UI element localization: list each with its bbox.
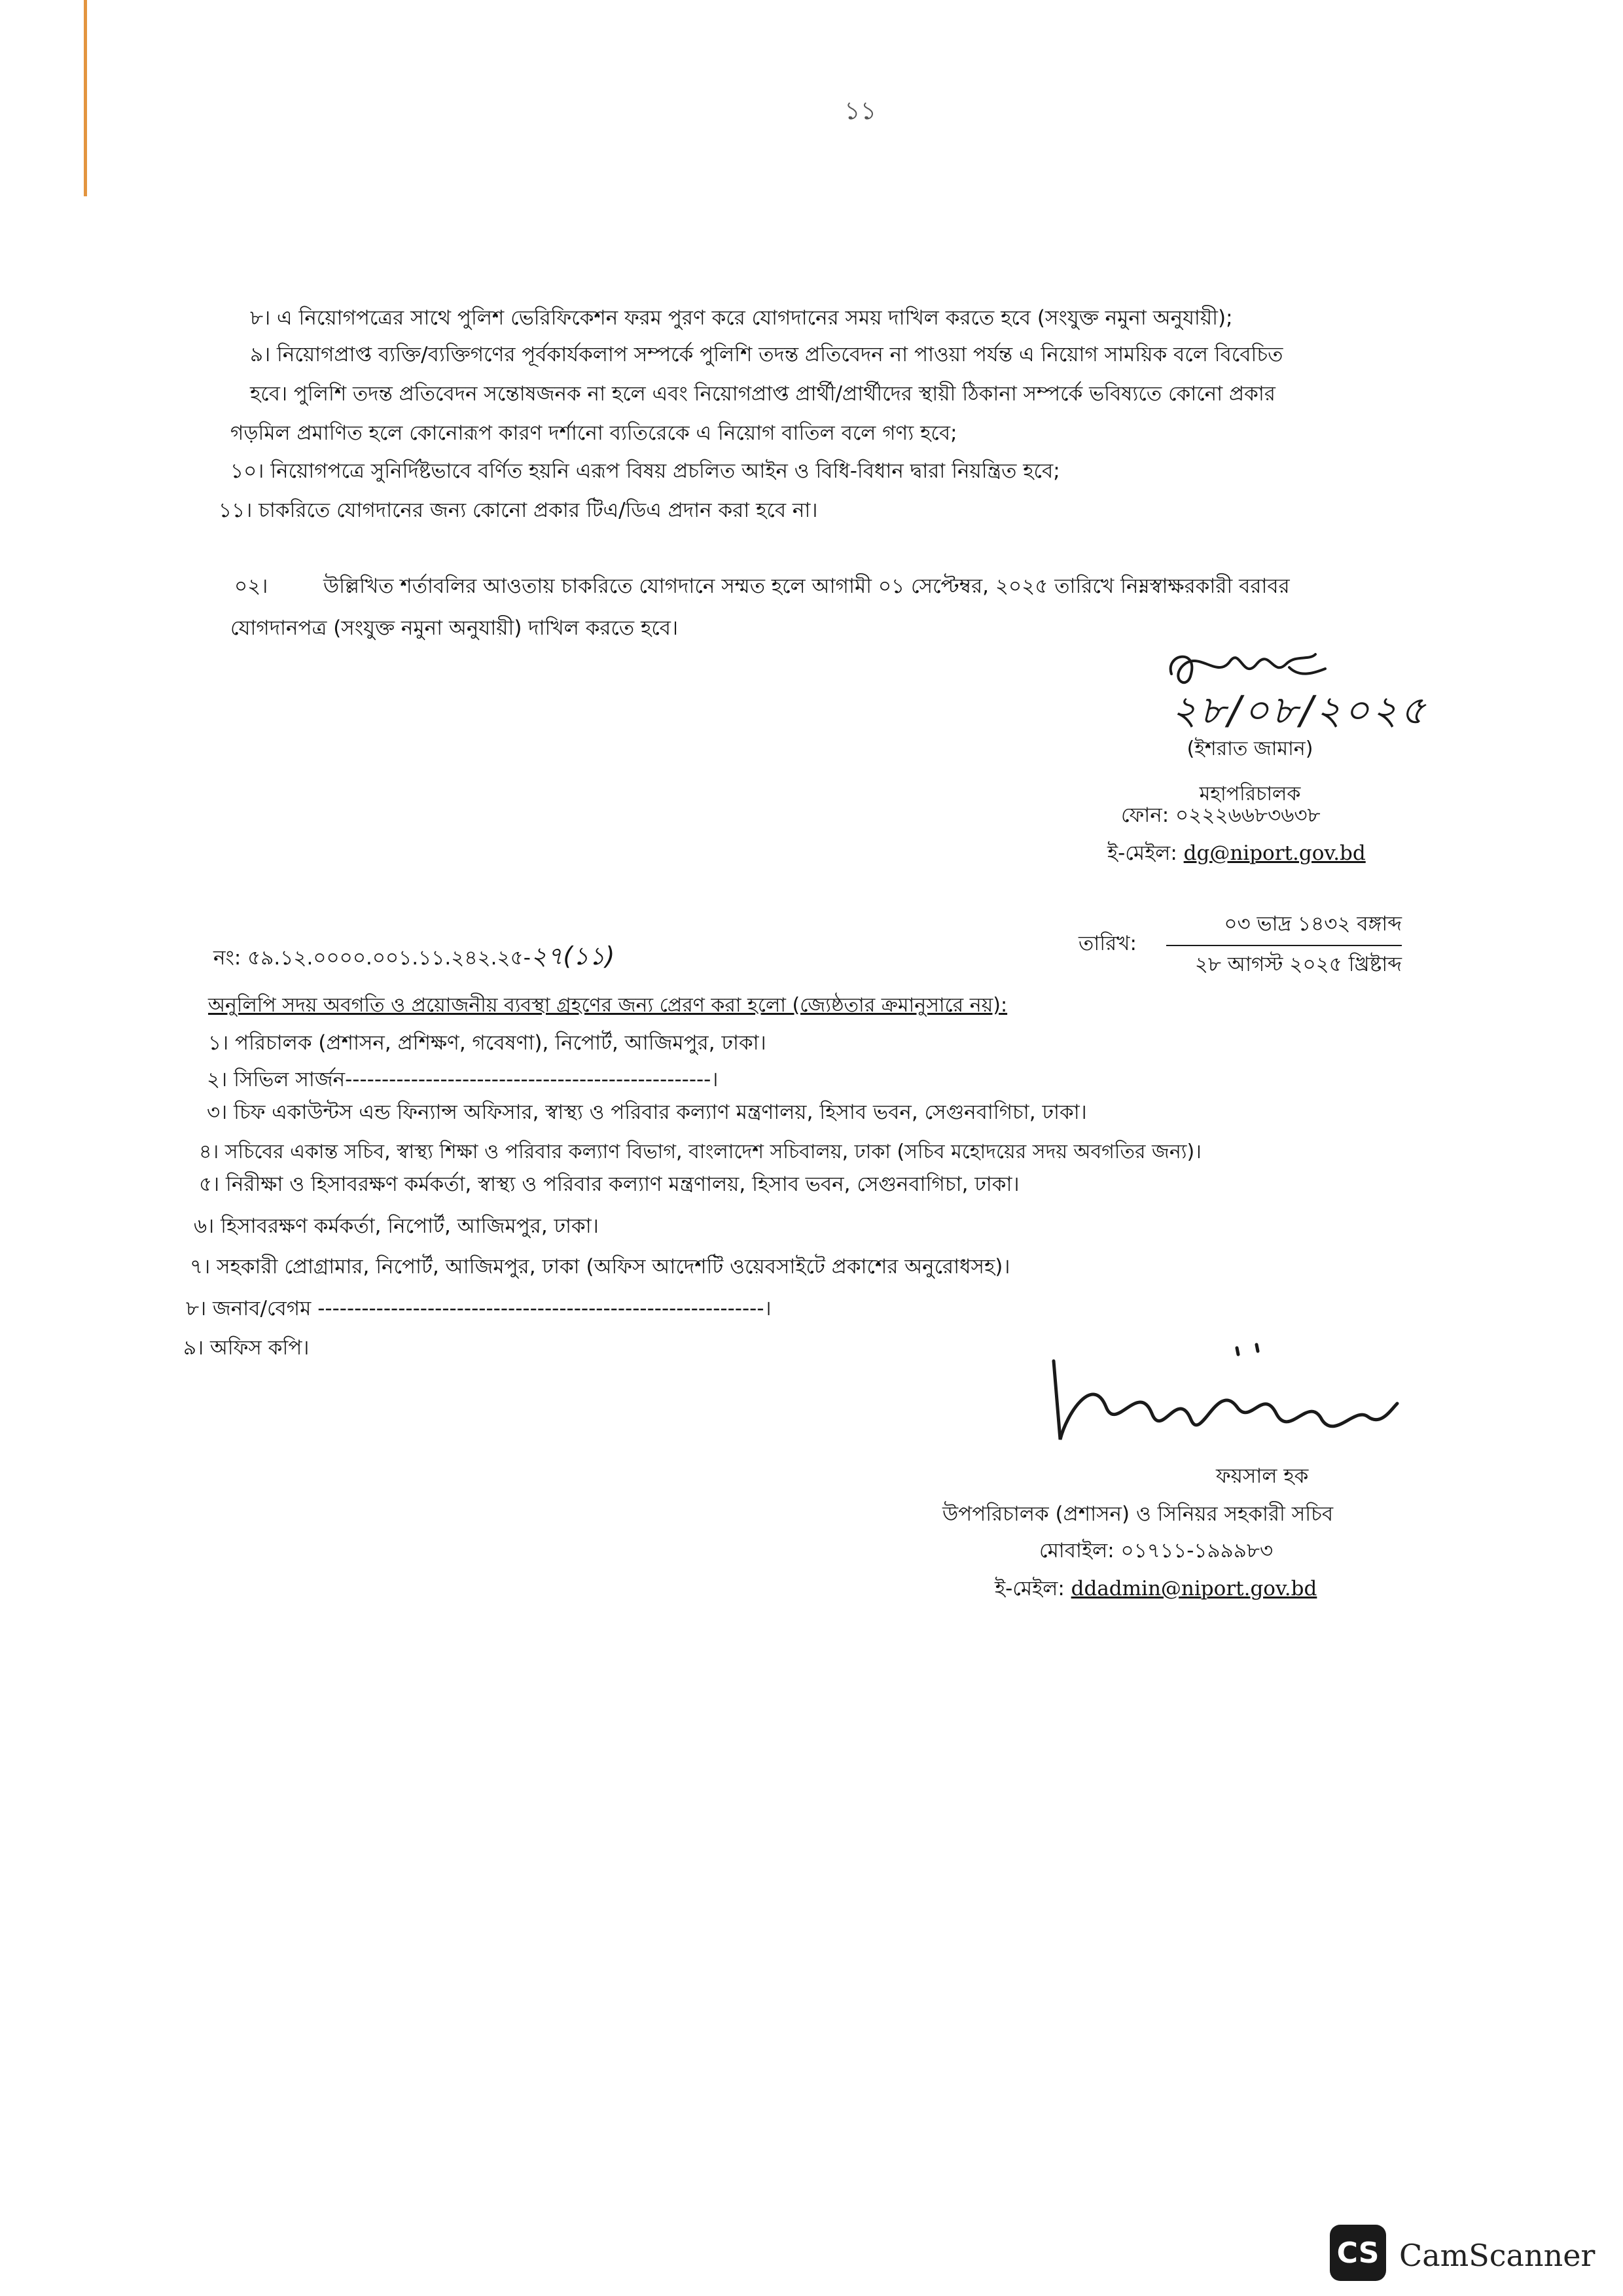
copy-item-3: ৩। চিফ একাউন্টস এন্ড ফিন্যান্স অফিসার, স্বাস্থ্য ও পরিবার কল্যাণ মন্ত্রণালয়, হিসাব ভবন, সেগুনবাগিচা, ঢাকা। bbox=[207, 1101, 1087, 1124]
memo-date-label: তারিখ: bbox=[1079, 932, 1137, 955]
signer-1-email-row bbox=[1107, 838, 1366, 872]
memo-number-row bbox=[213, 937, 615, 979]
copy-item-7: ৭। সহকারী প্রোগ্রামার, নিপোর্ট, আজিমপুর, ঢাকা (অফিস আদেশটি ওয়েবসাইটে প্রকাশের অনুরোধসহ)। bbox=[190, 1255, 1010, 1279]
signer-1-title: মহাপরিচালক bbox=[1199, 783, 1301, 805]
memo-date-bangla: ০৩ ভাদ্র ১৪৩২ বঙ্গাব্দ bbox=[1166, 908, 1402, 946]
para-2-line-2: যোগদানপত্র (সংযুক্ত নমুনা অনুযায়ী) দাখিল করতে হবে। bbox=[230, 616, 679, 640]
camscanner-text: CamScanner bbox=[1399, 2238, 1596, 2273]
signer-2-email-label: ই-মেইল: bbox=[995, 1577, 1065, 1600]
condition-9-line-3: গড়মিল প্রমাণিত হলে কোনোরূপ কারণ দর্শানো ব্যতিরেকে এ নিয়োগ বাতিল বলে গণ্য হবে; bbox=[230, 421, 957, 445]
signer-2-email[interactable]: ddadmin@niport.gov.bd bbox=[1071, 1577, 1317, 1600]
signer-1-name: (ইশরাত জামান) bbox=[1186, 737, 1313, 760]
signature-2 bbox=[1041, 1335, 1407, 1459]
copy-item-5: ৫। নিরীক্ষা ও হিসাবরক্ষণ কর্মকর্তা, স্বাস্থ্য ও পরিবার কল্যাণ মন্ত্রণালয়, হিসাব ভবন, সেগুনবাগিচা, ঢাকা। bbox=[199, 1173, 1020, 1196]
page-number: ১১ bbox=[844, 96, 877, 125]
margin-mark bbox=[84, 0, 87, 196]
copy-item-2: ২। সিভিল সার্জন--------------------------------------------------। bbox=[207, 1068, 719, 1091]
signer-2-mobile: মোবাইল: ০১৭১১-১৯৯৯৮৩ bbox=[1039, 1539, 1274, 1563]
condition-10: ১০। নিয়োগপত্রে সুনির্দিষ্টভাবে বর্ণিত হয়নি এরূপ বিষয় প্রচলিত আইন ও বিধি-বিধান দ্বারা নিয়ন্ত্রিত হবে; bbox=[230, 459, 1060, 483]
copy-heading: অনুলিপি সদয় অবগতি ও প্রয়োজনীয় ব্যবস্থা গ্রহণের জন্য প্রেরণ করা হলো (জ্যেষ্ঠতার ক্রমানুসারে নয়): bbox=[208, 994, 1008, 1017]
copy-item-6: ৬। হিসাবরক্ষণ কর্মকর্তা, নিপোর্ট, আজিমপুর, ঢাকা। bbox=[194, 1214, 599, 1238]
signer-1-phone: ফোন: ০২২২৬৬৮৩৬৩৮ bbox=[1121, 804, 1321, 827]
signer-2-name: ফয়সাল হক bbox=[1216, 1464, 1309, 1488]
para-2-number: ০২। bbox=[234, 574, 268, 598]
memo-number-handwritten: ২৭(১১) bbox=[530, 942, 615, 970]
condition-11: ১১। চাকরিতে যোগদানের জন্য কোনো প্রকার টিএ/ডিএ প্রদান করা হবে না। bbox=[219, 499, 818, 522]
copy-item-4: ৪। সচিবের একান্ত সচিব, স্বাস্থ্য শিক্ষা ও পরিবার কল্যাণ বিভাগ, বাংলাদেশ সচিবালয়, ঢাকা (সচিব মহোদয়ের সদয় অবগতির জন্য)। bbox=[199, 1140, 1202, 1163]
memo-number: নং: ৫৯.১২.০০০০.০০১.১১.২৪২.২৫- bbox=[213, 946, 531, 970]
camscanner-logo: CS bbox=[1330, 2225, 1386, 2281]
copy-item-8: ৮। জনাব/বেগম -------------------------------------------------------------। bbox=[186, 1297, 772, 1320]
memo-date-english: ২৮ আগস্ট ২০২৫ খ্রিষ্টাব্দ bbox=[1194, 953, 1402, 976]
signature-1-date: ২৮/০৮/২০২৫ bbox=[1171, 688, 1429, 733]
signer-2-title: উপপরিচালক (প্রশাসন) ও সিনিয়র সহকারী সচিব bbox=[942, 1502, 1334, 1526]
condition-9-line-1: ৯। নিয়োগপ্রাপ্ত ব্যক্তি/ব্যক্তিগণের পূর্বকার্যকলাপ সম্পর্কে পুলিশি তদন্ত প্রতিবেদন না পাওয়া পর্যন্ত এ নিয়োগ সাময়িক বলে বিবেচিত bbox=[250, 343, 1283, 366]
signer-2-email-row bbox=[995, 1573, 1317, 1607]
signer-1-email-label: ই-মেইল: bbox=[1107, 841, 1177, 865]
para-2-line-1: উল্লিখিত শর্তাবলির আওতায় চাকরিতে যোগদানে সম্মত হলে আগামী ০১ সেপ্টেম্বর, ২০২৫ তারিখে নিম্নস্বাক্ষরকারী বরাবর bbox=[323, 574, 1290, 598]
condition-9-line-2: হবে। পুলিশি তদন্ত প্রতিবেদন সন্তোষজনক না হলে এবং নিয়োগপ্রাপ্ত প্রার্থী/প্রার্থীদের স্থায়ী ঠিকানা সম্পর্কে ভবিষ্যতে কোনো প্রকার bbox=[250, 382, 1275, 406]
condition-8: ৮। এ নিয়োগপত্রের সাথে পুলিশ ভেরিফিকেশন ফরম পুরণ করে যোগদানের সময় দাখিল করতে হবে (সংযুক্ত নমুনা অনুযায়ী); bbox=[250, 306, 1233, 330]
copy-item-1: ১। পরিচালক (প্রশাসন, প্রশিক্ষণ, গবেষণা), নিপোর্ট, আজিমপুর, ঢাকা। bbox=[208, 1031, 766, 1055]
memo-date-block bbox=[1166, 908, 1402, 983]
copy-item-9: ৯। অফিস কপি। bbox=[183, 1336, 310, 1360]
signer-1-email[interactable]: dg@niport.gov.bd bbox=[1183, 841, 1366, 865]
